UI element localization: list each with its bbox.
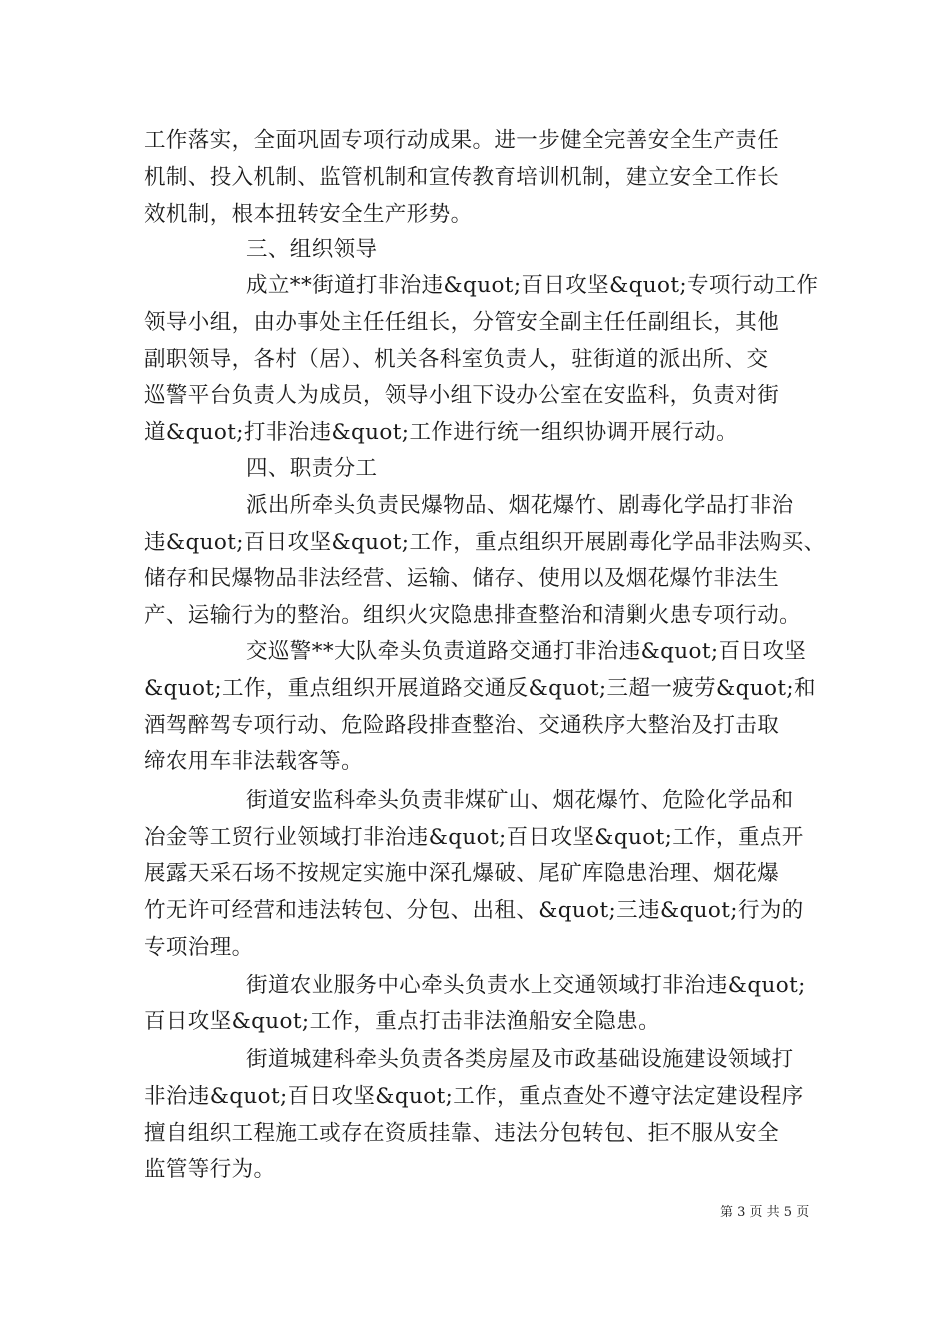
text-line: 副职领导，各村（居）、机关各科室负责人，驻街道的派出所、交: [144, 347, 769, 372]
text-line: 街道安监科牵头负责非煤矿山、烟花爆竹、危险化学品和: [246, 788, 794, 813]
text-line: 机制、投入机制、监管机制和宣传教育培训机制，建立安全工作长: [144, 165, 780, 190]
page-number: 第 3 页 共 5 页: [720, 1205, 810, 1220]
text-line: 储存和民爆物品非法经营、运输、储存、使用以及烟花爆竹非法生: [144, 566, 780, 591]
text-line: 冶金等工贸行业领域打非治违&quot;百日攻坚&quot;工作，重点开: [144, 825, 804, 850]
text-line: 领导小组，由办事处主任任组长，分管安全副主任任副组长，其他: [144, 310, 780, 335]
text-line: 街道农业服务中心牵头负责水上交通领域打非治违&quot;: [246, 973, 806, 998]
text-line: 展露天采石场不按规定实施中深孔爆破、尾矿库隐患治理、烟花爆: [144, 861, 780, 886]
text-line: 违&quot;百日攻坚&quot;工作，重点组织开展剧毒化学品非法购买、: [144, 530, 826, 555]
text-line: 擅自组织工程施工或存在资质挂靠、违法分包转包、拒不服从安全: [144, 1121, 780, 1146]
text-line: 专项治理。: [144, 935, 254, 960]
text-line: 道&quot;打非治违&quot;工作进行统一组织协调开展行动。: [144, 420, 738, 445]
text-line: &quot;工作，重点组织开展道路交通反&quot;三超一疲劳&quot;和: [144, 676, 816, 701]
section-heading: 四、职责分工: [246, 456, 378, 481]
section-heading: 三、组织领导: [246, 237, 378, 262]
text-line: 百日攻坚&quot;工作，重点打击非法渔船安全隐患。: [144, 1009, 660, 1034]
text-line: 缔农用车非法载客等。: [144, 749, 364, 774]
text-line: 交巡警**大队牵头负责道路交通打非治违&quot;百日攻坚: [246, 639, 807, 664]
text-line: 巡警平台负责人为成员，领导小组下设办公室在安监科，负责对街: [144, 383, 780, 408]
text-line: 非治违&quot;百日攻坚&quot;工作，重点查处不遵守法定建设程序: [144, 1084, 804, 1109]
text-line: 产、运输行为的整治。组织火灾隐患排查整治和清剿火患专项行动。: [144, 603, 802, 628]
text-line: 监管等行为。: [144, 1157, 276, 1182]
text-line: 酒驾醉驾专项行动、危险路段排查整治、交通秩序大整治及打击取: [144, 713, 780, 738]
text-line: 派出所牵头负责民爆物品、烟花爆竹、剧毒化学品打非治: [246, 493, 794, 518]
text-line: 街道城建科牵头负责各类房屋及市政基础设施建设领域打: [246, 1047, 794, 1072]
text-line: 工作落实，全面巩固专项行动成果。进一步健全完善安全生产责任: [144, 128, 780, 153]
text-line: 竹无许可经营和违法转包、分包、出租、&quot;三违&quot;行为的: [144, 898, 804, 923]
text-line: 成立**街道打非治违&quot;百日攻坚&quot;专项行动工作: [246, 273, 819, 298]
text-line: 效机制，根本扭转安全生产形势。: [144, 202, 473, 227]
